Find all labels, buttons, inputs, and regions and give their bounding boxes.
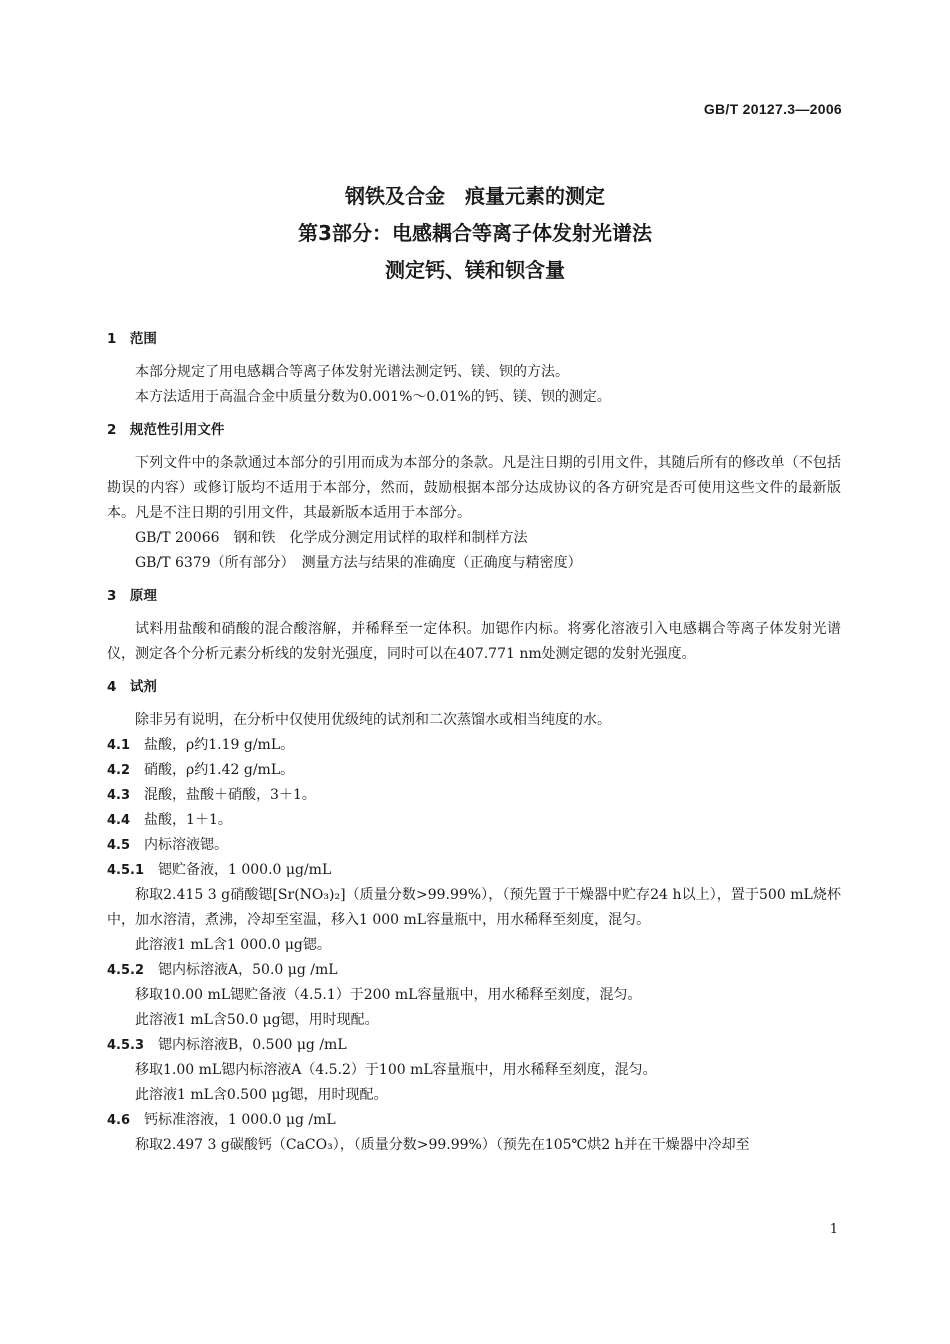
clause-text: 盐酸，1＋1。 — [130, 812, 232, 828]
scope-paragraph-2: 本方法适用于高温合金中质量分数为0.001%～0.01%的钙、镁、钡的测定。 — [135, 389, 611, 405]
document-title — [0, 178, 950, 289]
reagent-4-5-2 — [107, 958, 841, 983]
clause-text: 内标溶液锶。 — [130, 837, 229, 853]
clause-number: 4.1 — [107, 738, 131, 753]
clause-number: 4.5.3 — [107, 1038, 145, 1053]
reagent-4-2 — [107, 758, 841, 783]
reagent-4-5-1-procedure: 称取2.415 3 g硝酸锶[Sr(NO₃)₂]（质量分数>99.99%），（预先置于干燥器中贮存24 h以上），置于500 mL烧杯中，加水溶清，煮沸，冷却至室温，移入1 000 mL容量瓶中，用水稀释至刻度，混匀。 — [107, 887, 841, 928]
reagent-4-5-3 — [107, 1033, 841, 1058]
clause-text: 硝酸，ρ约1.42 g/mL。 — [130, 762, 295, 778]
title-line-2: 第3部分：电感耦合等离子体发射光谱法 — [298, 221, 652, 245]
reagent-4-5-3-procedure: 移取1.00 mL锶内标溶液A（4.5.2）于100 mL容量瓶中，用水稀释至刻度，混匀。 — [135, 1062, 657, 1078]
reagents-intro: 除非另有说明，在分析中仅使用优级纯的试剂和二次蒸馏水或相当纯度的水。 — [135, 712, 611, 728]
title-line-3: 测定钙、镁和钡含量 — [385, 258, 565, 282]
clause-number: 4.5 — [107, 838, 131, 853]
reference-item-1: GB/T 20066 钢和铁 化学成分测定用试样的取样和制样方法 — [135, 530, 528, 546]
clause-number: 4.6 — [107, 1113, 131, 1128]
section-heading-scope: 1 范围 — [107, 331, 157, 347]
reagent-4-5 — [107, 833, 841, 858]
page-number: 1 — [829, 1222, 838, 1237]
scope-paragraph-1: 本部分规定了用电感耦合等离子体发射光谱法测定钙、镁、钡的方法。 — [135, 364, 569, 380]
title-line-1: 钢铁及合金 痕量元素的测定 — [345, 184, 605, 208]
reagent-4-5-2-note: 此溶液1 mL含50.0 μg锶，用时现配。 — [135, 1012, 379, 1028]
clause-number: 4.2 — [107, 763, 131, 778]
reagent-4-3 — [107, 783, 841, 808]
reagent-4-5-3-note: 此溶液1 mL含0.500 μg锶，用时现配。 — [135, 1087, 388, 1103]
clause-number: 4.5.1 — [107, 863, 145, 878]
section-heading-principle: 3 原理 — [107, 588, 157, 604]
clause-number: 4.5.2 — [107, 963, 145, 978]
clause-number: 4.3 — [107, 788, 131, 803]
reagent-4-5-2-procedure: 移取10.00 mL锶贮备液（4.5.1）于200 mL容量瓶中，用水稀释至刻度，混匀。 — [135, 987, 642, 1003]
reagent-4-5-1 — [107, 858, 841, 883]
principle-paragraph: 试料用盐酸和硝酸的混合酸溶解，并稀释至一定体积。加锶作内标。将雾化溶液引入电感耦合等离子体发射光谱仪，测定各个分析元素分析线的发射光强度，同时可以在407.771 nm处测定锶的发射光强度。 — [107, 621, 841, 662]
clause-text: 混酸，盐酸＋硝酸，3＋1。 — [130, 787, 316, 803]
clause-text: 锶内标溶液A，50.0 μg /mL — [144, 962, 338, 978]
section-heading-reagents: 4 试剂 — [107, 679, 157, 695]
reference-item-2: GB/T 6379（所有部分） 测量方法与结果的准确度（正确度与精密度） — [135, 555, 582, 571]
clause-text: 锶贮备液，1 000.0 μg/mL — [144, 862, 332, 878]
clause-text: 锶内标溶液B，0.500 μg /mL — [144, 1037, 347, 1053]
reagent-4-6-procedure: 称取2.497 3 g碳酸钙（CaCO₃），（质量分数>99.99%）（预先在105℃烘2 h并在干燥器中冷却至 — [135, 1137, 750, 1153]
reagent-4-6 — [107, 1108, 841, 1133]
document-body — [107, 327, 841, 1158]
reagent-4-1 — [107, 733, 841, 758]
clause-text: 钙标准溶液，1 000.0 μg /mL — [130, 1112, 336, 1128]
clause-number: 4.4 — [107, 813, 131, 828]
reagent-4-5-1-note: 此溶液1 mL含1 000.0 μg锶。 — [135, 937, 331, 953]
clause-text: 盐酸，ρ约1.19 g/mL。 — [130, 737, 295, 753]
section-heading-references: 2 规范性引用文件 — [107, 422, 225, 438]
standard-code: GB/T 20127.3—2006 — [703, 101, 842, 117]
references-paragraph: 下列文件中的条款通过本部分的引用而成为本部分的条款。凡是注日期的引用文件，其随后所有的修改单（不包括勘误的内容）或修订版均不适用于本部分，然而，鼓励根据本部分达成协议的各方研究是否可使用这些文件的最新版本。凡是不注日期的引用文件，其最新版本适用于本部分。 — [107, 455, 841, 521]
reagent-4-4 — [107, 808, 841, 833]
